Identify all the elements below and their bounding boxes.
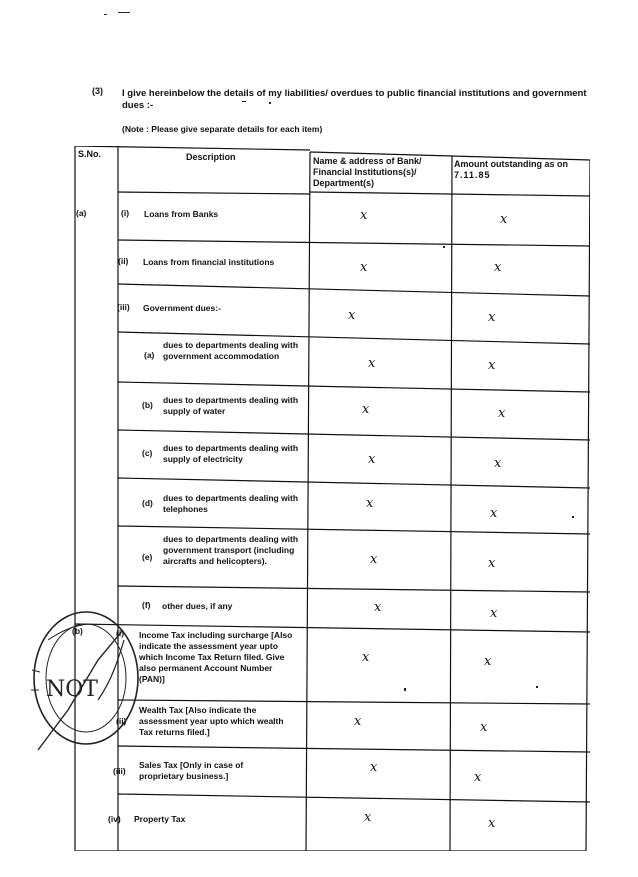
row-name-entry: x — [370, 760, 378, 775]
row-amount-entry: x — [490, 606, 498, 621]
row-description: Loans from financial institutions — [143, 257, 275, 267]
row-description: dues to departments dealing with telephones — [163, 493, 299, 514]
row-name-entry: x — [368, 356, 376, 371]
row-name-entry: x — [366, 496, 374, 511]
scan-speck — [118, 12, 130, 13]
notary-seal-text: NOT — [46, 677, 98, 702]
row-description: dues to departments dealing with government accommodation — [163, 340, 299, 361]
row-name-entry: x — [364, 810, 372, 825]
header-amount-prefix: Amount outstanding as on — [454, 159, 568, 169]
section-number: (3) — [92, 86, 103, 96]
row-description: dues to departments dealing with supply of water — [163, 395, 299, 416]
row-roman-label: (ii) — [118, 256, 129, 266]
notary-seal-stamp — [28, 600, 148, 750]
row-letter-label: (d) — [142, 498, 153, 508]
row-description: dues to departments dealing with government transport (including aircrafts and helicopters). — [163, 534, 299, 566]
row-amount-entry: x — [488, 358, 496, 373]
header-amount-date: 7.11.85 — [454, 170, 491, 180]
row-name-entry: x — [362, 402, 370, 417]
row-amount-entry: x — [480, 720, 488, 735]
row-amount-entry: x — [484, 654, 492, 669]
row-name-entry: x — [368, 452, 376, 467]
header-description: Description — [186, 152, 236, 162]
row-amount-entry: x — [488, 310, 496, 325]
row-letter-label: (f) — [142, 600, 151, 610]
row-amount-entry: x — [474, 770, 482, 785]
row-description: Wealth Tax [Also indicate the assessment year upto which wealth Tax returns filed.] — [139, 705, 284, 737]
row-description: Property Tax — [134, 814, 186, 824]
row-roman-label: (iv) — [108, 814, 121, 824]
row-roman-label: (iii) — [117, 302, 130, 312]
row-group-label: (b) — [72, 626, 83, 636]
scan-speck — [104, 14, 107, 15]
row-name-entry: x — [370, 552, 378, 567]
row-amount-entry: x — [488, 816, 496, 831]
row-description: Loans from Banks — [144, 209, 219, 219]
header-name-address: Name & address of Bank/ Financial Institutions(s)/ Department(s) — [313, 156, 422, 188]
row-description: Government dues:- — [143, 303, 221, 313]
row-name-entry: x — [374, 600, 382, 615]
intro-note: (Note : Please give separate details for each item) — [122, 124, 323, 134]
row-amount-entry: x — [494, 456, 502, 471]
row-name-entry: x — [348, 308, 356, 323]
header-sno: S.No. — [78, 149, 102, 159]
row-name-entry: x — [360, 208, 368, 223]
row-letter-label: (b) — [142, 400, 153, 410]
intro-statement: I give hereinbelow the details of my liabilities/ overdues to public financial institutions and government dues :- — [122, 88, 587, 111]
row-roman-label: (ii) — [116, 716, 127, 726]
row-name-entry: x — [362, 650, 370, 665]
row-description: Sales Tax [Only in case of proprietary business.] — [139, 760, 244, 781]
row-amount-entry: x — [498, 406, 506, 421]
row-roman-label: (i) — [116, 628, 125, 638]
row-description: Income Tax including surcharge [Also indicate the assessment year upto which Income Tax Return filed. Give also permanent Account Number (PAN)] — [139, 630, 293, 684]
row-group-label: (a) — [76, 208, 87, 218]
header-amount — [454, 159, 589, 181]
row-roman-label: (i) — [121, 208, 130, 218]
row-amount-entry: x — [490, 506, 498, 521]
row-letter-label: (c) — [142, 448, 153, 458]
row-amount-entry: x — [488, 556, 496, 571]
row-amount-entry: x — [500, 212, 508, 227]
row-description: dues to departments dealing with supply of electricity — [163, 443, 299, 464]
row-name-entry: x — [360, 260, 368, 275]
row-description: other dues, if any — [162, 601, 233, 611]
row-letter-label: (a) — [144, 350, 155, 360]
row-amount-entry: x — [494, 260, 502, 275]
row-name-entry: x — [354, 714, 362, 729]
row-letter-label: (e) — [142, 552, 153, 562]
row-roman-label: (iii) — [113, 766, 126, 776]
